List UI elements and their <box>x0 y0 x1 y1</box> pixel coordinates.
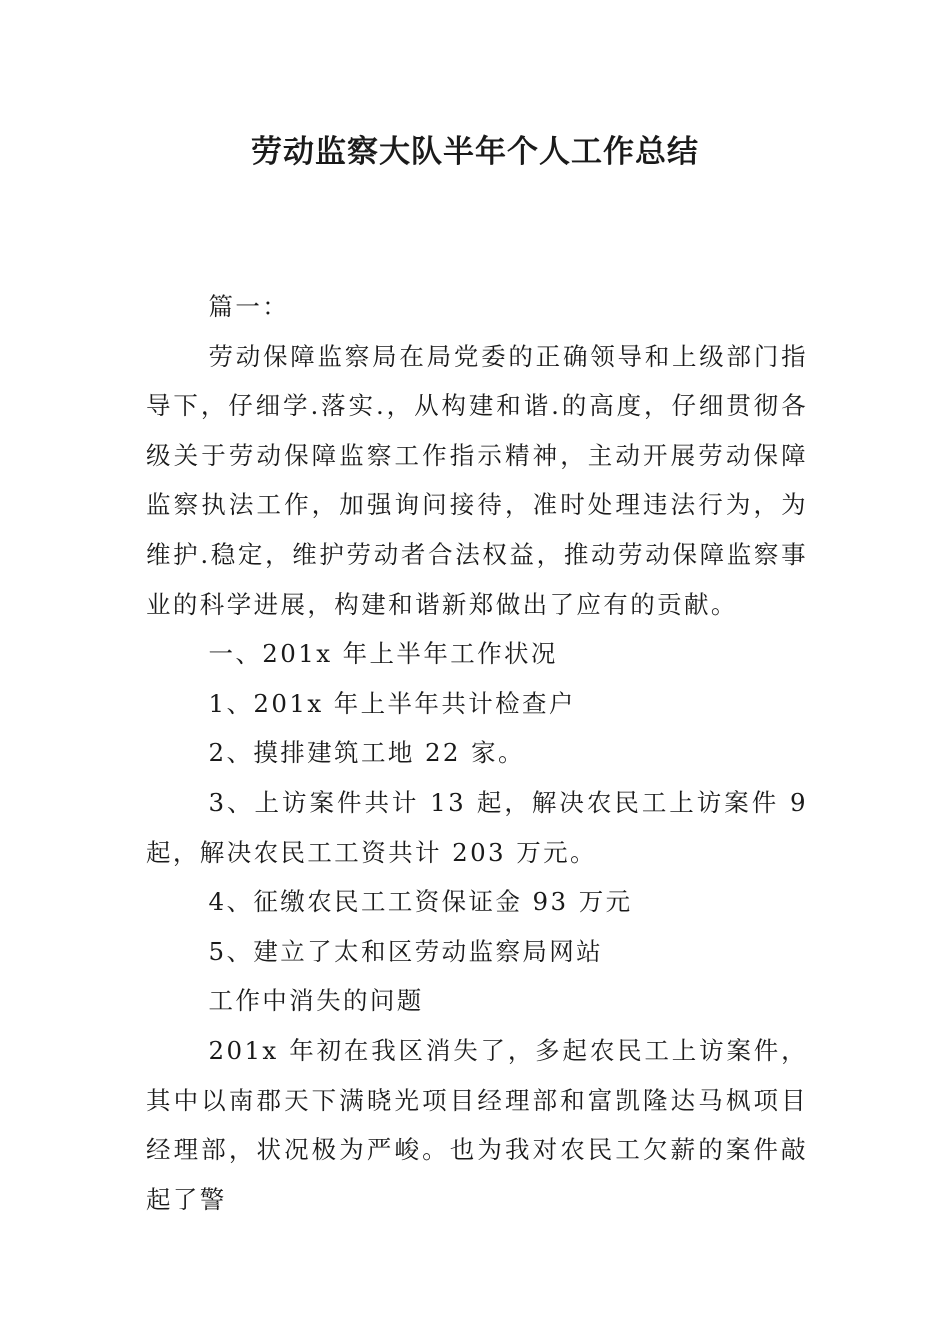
intro-paragraph: 劳动保障监察局在局党委的正确领导和上级部门指导下，仔细学.落实.，从构建和谐.的高度，仔细贯彻各级关于劳动保障监察工作指示精神，主动开展劳动保障监察执法工作，加强询问接待，准时处理违法行为，为维护.稳定，维护劳动者合法权益，推动劳动保障监察事业的科学进展，构建和谐新郑做出了应有的贡献。 <box>146 341 808 619</box>
problems-heading: 工作中消失的问题 <box>208 986 424 1016</box>
document-title: 劳动监察大队半年个人工作总结 <box>251 134 699 170</box>
problems-paragraph: 201x 年初在我区消失了，多起农民工上访案件，其中以南郡天下满晓光项目经理部和富凯隆达马枫项目经理部，状况极为严峻。也为我对农民工欠薪的案件敲起了警 <box>146 1035 808 1214</box>
list-item: 5、建立了太和区劳动监察局网站 <box>208 936 604 966</box>
list-item: 1、201x 年上半年共计检查户 <box>208 688 576 718</box>
list-item: 3、上访案件共计 13 起，解决农民工上访案件 9 起，解决农民工工资共计 203 万元。 <box>146 787 808 867</box>
list-item: 2、摸排建筑工地 22 家。 <box>208 738 525 768</box>
section-heading: 一、201x 年上半年工作状况 <box>208 639 558 669</box>
document-body <box>146 282 808 1224</box>
section-label: 篇一： <box>208 292 290 321</box>
list-item: 4、征缴农民工工资保证金 93 万元 <box>208 887 633 917</box>
